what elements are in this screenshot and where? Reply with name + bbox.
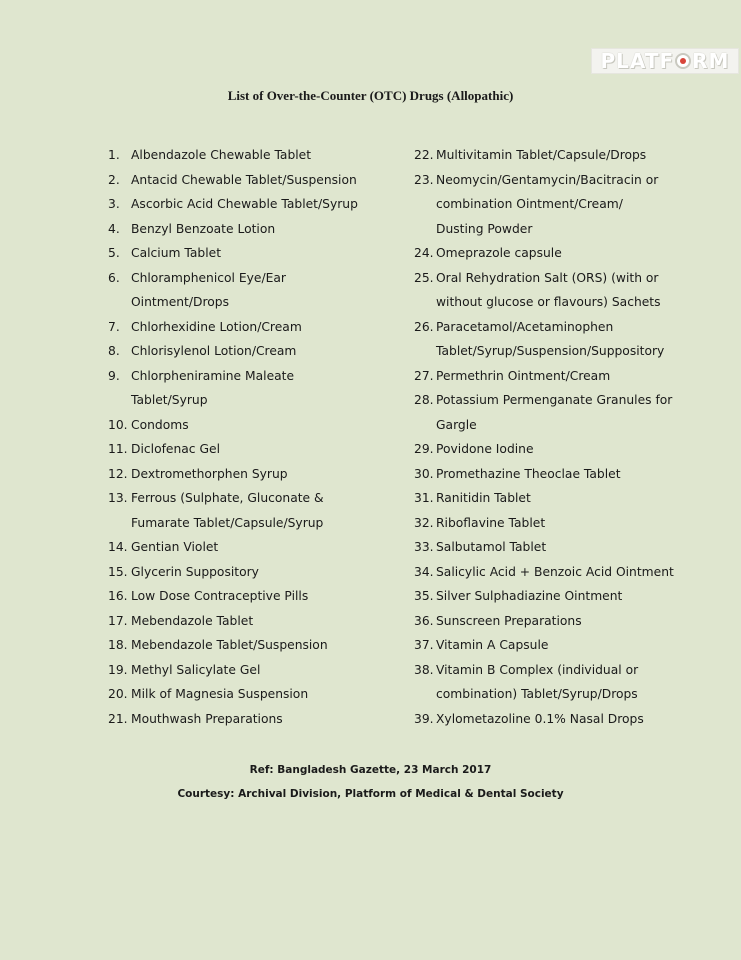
list-item	[414, 168, 674, 242]
list-item-text	[436, 241, 562, 266]
list-item-number: 25.	[414, 270, 434, 285]
list-item	[414, 560, 674, 585]
list-item-line: Methyl Salicylate Gel	[131, 662, 261, 677]
list-item-line: Silver Sulphadiazine Ointment	[436, 589, 623, 603]
list-item-line: combination) Tablet/Syrup/Drops	[436, 687, 638, 701]
list-item	[108, 560, 358, 585]
list-item-text	[436, 315, 664, 364]
list-item	[108, 241, 358, 266]
list-item-line: Salbutamol Tablet	[436, 540, 547, 554]
list-item-number: 4.	[108, 221, 120, 236]
list-item-text	[131, 364, 294, 413]
list-item-text	[131, 682, 308, 707]
list-item-text	[436, 535, 546, 560]
list-item-number: 32.	[414, 515, 434, 530]
list-item-number: 34.	[414, 564, 434, 579]
list-item-text	[436, 388, 672, 437]
list-item-text	[131, 266, 286, 315]
list-item-line: Fumarate Tablet/Capsule/Syrup	[131, 515, 324, 530]
list-item	[108, 462, 358, 487]
list-item-line: Vitamin A Capsule	[436, 638, 549, 652]
list-item-text	[131, 241, 221, 266]
list-item-line: Promethazine Theoclae Tablet	[436, 466, 621, 481]
list-item-number: 28.	[414, 393, 434, 407]
list-item-number: 27.	[414, 368, 434, 383]
list-item-number: 10.	[108, 417, 128, 432]
list-item-line: Mouthwash Preparations	[131, 711, 283, 726]
list-item-line: Benzyl Benzoate Lotion	[131, 221, 276, 236]
list-item	[108, 217, 358, 242]
list-item-line: Calcium Tablet	[131, 246, 222, 260]
list-item-number: 23.	[414, 172, 434, 187]
list-item-number: 21.	[108, 711, 128, 726]
list-item-line: Antacid Chewable Tablet/Suspension	[131, 172, 357, 187]
list-item-number: 33.	[414, 540, 434, 554]
watermark-text-end: RM	[692, 49, 730, 73]
list-item-line: Ferrous (Sulphate, Gluconate &	[131, 491, 324, 505]
watermark-text-start: PLATF	[600, 49, 675, 73]
list-item-number: 24.	[414, 246, 434, 260]
list-item-line: Mebendazole Tablet/Suspension	[131, 638, 328, 652]
list-item	[414, 535, 674, 560]
list-item	[414, 609, 674, 634]
list-item	[108, 658, 358, 683]
list-item-number: 1.	[108, 148, 120, 162]
list-item-line: Low Dose Contraceptive Pills	[131, 589, 309, 603]
list-item	[414, 486, 674, 511]
list-item-number: 16.	[108, 589, 128, 603]
list-item-line: Potassium Permenganate Granules for	[436, 393, 673, 407]
list-item-line: Chlorpheniramine Maleate	[131, 368, 295, 383]
list-item-line: Permethrin Ointment/Cream	[436, 368, 611, 383]
list-item-number: 6.	[108, 270, 120, 285]
list-item-text	[436, 511, 545, 536]
reference-line: Ref: Bangladesh Gazette, 23 March 2017	[249, 764, 492, 776]
list-item-number: 2.	[108, 172, 120, 187]
list-item-number: 38.	[414, 662, 434, 677]
list-item-text	[436, 633, 548, 658]
list-item-line: Dextromethorphen Syrup	[131, 466, 288, 481]
list-item-text	[131, 437, 220, 462]
list-item-number: 18.	[108, 638, 128, 652]
list-item	[108, 413, 358, 438]
list-item	[414, 364, 674, 389]
list-item-line: Salicylic Acid + Benzoic Acid Ointment	[436, 564, 674, 579]
list-item-text	[131, 315, 302, 340]
list-item-number: 9.	[108, 368, 120, 383]
list-item	[108, 266, 358, 315]
list-item-line: Oral Rehydration Salt (ORS) (with or	[436, 270, 659, 285]
list-item-line: Neomycin/Gentamycin/Bacitracin or	[436, 172, 659, 187]
platform-watermark-logo	[591, 48, 739, 74]
list-item-text	[131, 462, 288, 487]
list-item-line: Vitamin B Complex (individual or	[436, 662, 639, 677]
list-item-line: Paracetamol/Acetaminophen	[436, 319, 614, 334]
list-item-line: Gargle	[436, 417, 477, 432]
list-item-line: Ascorbic Acid Chewable Tablet/Syrup	[131, 197, 358, 211]
list-item-line: Gentian Violet	[131, 540, 219, 554]
list-item-text	[436, 437, 534, 462]
list-item-line: without glucose or flavours) Sachets	[436, 295, 661, 309]
list-item-number: 26.	[414, 319, 434, 334]
list-item-line: Condoms	[131, 417, 189, 432]
list-item-line: Xylometazoline 0.1% Nasal Drops	[436, 711, 644, 726]
list-item	[414, 437, 674, 462]
list-item-text	[436, 143, 646, 168]
list-item-text	[131, 143, 311, 168]
target-o-icon	[675, 53, 691, 69]
list-item-line: Milk of Magnesia Suspension	[131, 687, 309, 701]
list-item	[414, 633, 674, 658]
list-item-text	[436, 462, 621, 487]
list-item-line: Chloramphenicol Eye/Ear	[131, 270, 286, 285]
list-item-line: Sunscreen Preparations	[436, 613, 582, 628]
list-item-text	[436, 266, 661, 315]
list-item-number: 29.	[414, 442, 434, 456]
list-item-line: Chlorisylenol Lotion/Cream	[131, 344, 297, 358]
list-item	[414, 315, 674, 364]
list-item-line: Tablet/Syrup	[131, 393, 208, 407]
list-item-line: Riboflavine Tablet	[436, 515, 546, 530]
list-item-text	[131, 633, 328, 658]
list-item-text	[131, 192, 358, 217]
list-item-number: 15.	[108, 564, 128, 579]
list-item-text	[436, 584, 622, 609]
list-item-line: Povidone Iodine	[436, 442, 534, 456]
list-item-number: 30.	[414, 466, 434, 481]
list-item-number: 13.	[108, 491, 128, 505]
list-item-text	[131, 658, 260, 683]
list-item-number: 35.	[414, 589, 434, 603]
list-item-number: 20.	[108, 687, 128, 701]
list-item-line: Glycerin Suppository	[131, 564, 259, 579]
list-item	[414, 266, 674, 315]
list-item-number: 17.	[108, 613, 128, 628]
list-item	[108, 364, 358, 413]
list-item	[414, 658, 674, 707]
list-item-text	[131, 217, 275, 242]
list-item-line: Ointment/Drops	[131, 295, 230, 309]
list-item-number: 37.	[414, 638, 434, 652]
list-item	[108, 192, 358, 217]
list-item-number: 5.	[108, 246, 120, 260]
list-item-text	[131, 584, 308, 609]
list-item-line: Dusting Powder	[436, 221, 533, 236]
list-item	[108, 437, 358, 462]
list-item	[108, 339, 358, 364]
list-item	[108, 633, 358, 658]
list-item-number: 8.	[108, 344, 120, 358]
list-item-text	[436, 364, 610, 389]
list-item-text	[131, 486, 324, 535]
list-item-number: 7.	[108, 319, 120, 334]
list-item	[108, 584, 358, 609]
list-item-text	[131, 560, 259, 585]
list-item-text	[436, 560, 674, 585]
list-item-line: Tablet/Syrup/Suspension/Suppository	[436, 344, 665, 358]
list-item-text	[131, 168, 357, 193]
list-item	[108, 609, 358, 634]
list-item-text	[131, 413, 189, 438]
list-item-line: Diclofenac Gel	[131, 442, 220, 456]
list-item-text	[436, 658, 638, 707]
list-item-number: 11.	[108, 442, 128, 456]
list-item-number: 3.	[108, 197, 120, 211]
list-item-text	[436, 609, 582, 634]
list-item	[108, 535, 358, 560]
list-item-line: Omeprazole capsule	[436, 246, 562, 260]
list-item-text	[131, 707, 283, 732]
list-item-number: 19.	[108, 662, 128, 677]
list-item-number: 39.	[414, 711, 434, 726]
list-item	[414, 143, 674, 168]
list-item-text	[436, 486, 531, 511]
list-item	[108, 315, 358, 340]
list-item	[414, 584, 674, 609]
list-item	[414, 462, 674, 487]
list-item-number: 14.	[108, 540, 128, 554]
list-item	[108, 707, 358, 732]
list-item-text	[131, 339, 296, 364]
drug-list-right-column	[414, 143, 674, 731]
drug-list-left-column	[108, 143, 358, 731]
list-item	[108, 168, 358, 193]
list-item-line: Chlorhexidine Lotion/Cream	[131, 319, 302, 334]
list-item	[414, 388, 674, 437]
courtesy-line: Courtesy: Archival Division, Platform of Medical & Dental Society	[177, 788, 564, 800]
list-item	[108, 486, 358, 535]
list-item-number: 12.	[108, 466, 128, 481]
list-item-line: combination Ointment/Cream/	[436, 197, 623, 211]
list-item	[108, 143, 358, 168]
list-item-line: Multivitamin Tablet/Capsule/Drops	[436, 148, 647, 162]
list-item-number: 31.	[414, 491, 434, 505]
list-item-text	[436, 168, 658, 242]
list-item	[414, 241, 674, 266]
list-item-text	[131, 609, 253, 634]
page-title: List of Over-the-Counter (OTC) Drugs (Allopathic)	[227, 88, 514, 103]
list-item-text	[131, 535, 218, 560]
list-item	[414, 511, 674, 536]
list-item-text	[436, 707, 644, 732]
list-item-number: 22.	[414, 148, 434, 162]
list-item-line: Ranitidin Tablet	[436, 491, 531, 505]
list-item	[108, 682, 358, 707]
list-item-number: 36.	[414, 613, 434, 628]
list-item	[414, 707, 674, 732]
list-item-line: Albendazole Chewable Tablet	[131, 148, 312, 162]
list-item-line: Mebendazole Tablet	[131, 613, 254, 628]
